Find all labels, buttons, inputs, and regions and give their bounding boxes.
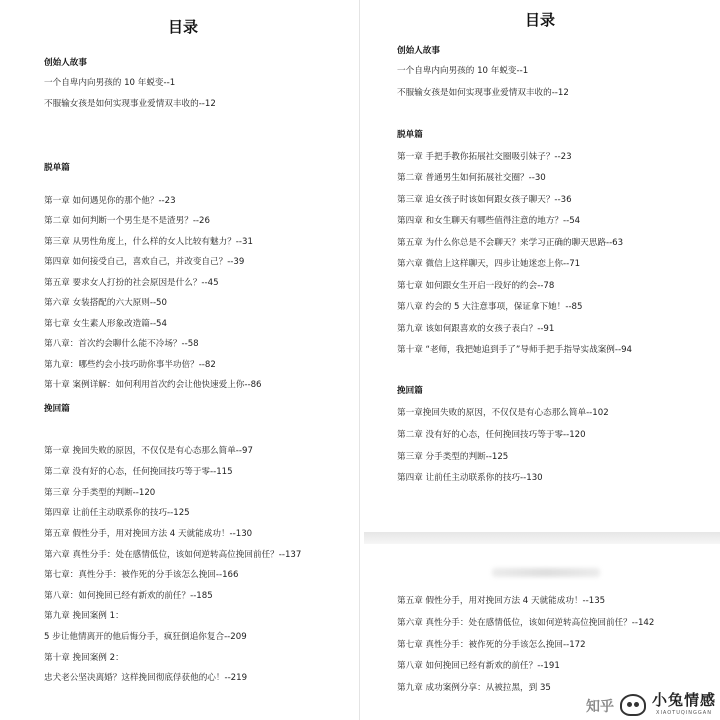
toc-entry: 第九章 挽回案例 1： [44,611,124,621]
right-recover-heading: 挽回篇 [397,386,423,396]
toc-entry: 第八章 如何挽回已经有新欢的前任？--191 [397,661,560,671]
toc-entry: 第五章 为什么你总是不会聊天？来学习正确的聊天思路--63 [397,238,624,248]
toc-entry: 第二章 没有好的心态，任何挽回技巧等于零--120 [397,430,586,440]
toc-entry: 第六章 真性分手：处在感情低位，该如何逆转高位挽回前任？--142 [397,618,655,628]
toc-entry: 第九章 成功案例分享：从被拉黑，到 35 [397,683,551,693]
watermark-brand-block [652,689,716,716]
toc-entry: 第九章 该如何跟喜欢的女孩子表白？--91 [397,324,555,334]
toc-entry: 第三章 从男性角度上，什么样的女人比较有魅力？--31 [44,237,253,247]
toc-entry: 一个自卑内向男孩的 10 年蜕变--1 [44,78,176,88]
toc-entry: 忠犬老公坚决离婚？这样挽回彻底俘获他的心！--219 [44,673,248,683]
left-recover-heading: 挽回篇 [44,404,70,414]
right-page-title: 目录 [525,11,556,29]
toc-entry: 第四章 如何接受自己，喜欢自己，并改变自己？--39 [44,257,245,267]
watermark [586,689,716,716]
right-single-heading: 脱单篇 [397,130,423,140]
toc-entry: 第一章 如何遇见你的那个他？--23 [44,196,176,206]
toc-entry: 第三章 追女孩子时该如何跟女孩子聊天？--36 [397,195,572,205]
toc-entry: 第四章 让前任主动联系你的技巧--125 [44,508,190,518]
toc-entry: 第二章 没有好的心态，任何挽回技巧等于零--115 [44,467,233,477]
toc-entry: 第六章 女装搭配的六大原则--50 [44,298,167,308]
rabbit-logo-icon [620,694,646,716]
toc-entry: 第五章 假性分手，用对挽回方法 4 天就能成功！--130 [44,529,253,539]
toc-entry: 第四章 让前任主动联系你的技巧--130 [397,473,543,483]
toc-entry: 第七章：真性分手：被作死的分手该怎么挽回--166 [44,570,239,580]
toc-entry: 第六章 真性分手：处在感情低位，该如何逆转高位挽回前任？--137 [44,550,302,560]
toc-entry: 第十章 “老师，我把她追到手了”导师手把手指导实战案例--94 [397,345,633,355]
toc-entry: 第三章 分手类型的判断--125 [397,452,509,462]
toc-entry: 第八章 约会的 5 大注意事项，保证拿下她！--85 [397,302,583,312]
right-founder-heading: 创始人故事 [397,46,440,56]
toc-entry: 第十章 挽回案例 2： [44,653,124,663]
right-top-page [364,0,720,532]
left-page-title: 目录 [168,18,199,36]
watermark-brand: 小兔情感 [651,691,716,709]
toc-entry: 第一章挽回失败的原因，不仅仅是有心态那么简单--102 [397,408,609,418]
toc-entry: 第七章 如何跟女生开启一段好的约会--78 [397,281,555,291]
toc-entry: 第一章 挽回失败的原因，不仅仅是有心态那么简单--97 [44,446,253,456]
toc-entry: 第一章 手把手教你拓展社交圈吸引妹子？--23 [397,152,572,162]
toc-entry: 第八章：首次约会聊什么能不冷场？--58 [44,339,199,349]
toc-entry: 第五章 假性分手，用对挽回方法 4 天就能成功！--135 [397,596,606,606]
toc-entry: 一个自卑内向男孩的 10 年蜕变--1 [397,66,529,76]
toc-entry: 第二章 普通男生如何拓展社交圈？--30 [397,173,546,183]
toc-entry: 第二章 如何判断一个男生是不是渣男？--26 [44,216,210,226]
toc-entry: 第七章 真性分手：被作死的分手该怎么挽回--172 [397,640,586,650]
toc-entry: 第八章：如何挽回已经有新欢的前任？--185 [44,591,213,601]
watermark-platform: 知乎 [585,699,614,715]
page-separator [364,532,720,544]
toc-entry: 不服输女孩是如何实现事业爱情双丰收的--12 [44,99,216,109]
toc-entry: 第五章 要求女人打扮的社会原因是什么？--45 [44,278,219,288]
toc-entry: 第三章 分手类型的判断--120 [44,488,156,498]
toc-entry: 第六章 微信上这样聊天，四步让她迷恋上你--71 [397,259,581,269]
left-single-heading: 脱单篇 [44,163,70,173]
watermark-url: XIAOTUQINGGAN [656,710,712,716]
toc-entry: 第四章 和女生聊天有哪些值得注意的地方？--54 [397,216,581,226]
toc-entry: 第十章 案例详解：如何利用首次约会让他快速爱上你--86 [44,380,262,390]
toc-entry: 不服输女孩是如何实现事业爱情双丰收的--12 [397,88,569,98]
toc-entry: 第九章：哪些约会小技巧助你事半功倍？--82 [44,360,216,370]
toc-entry: 第七章 女生素人形象改造篇--54 [44,319,167,329]
toc-entry: 5 步让他情离开的他后悔分手，疯狂倒追你复合--209 [44,632,247,642]
blurred-header [492,568,600,577]
left-founder-heading: 创始人故事 [44,58,87,68]
